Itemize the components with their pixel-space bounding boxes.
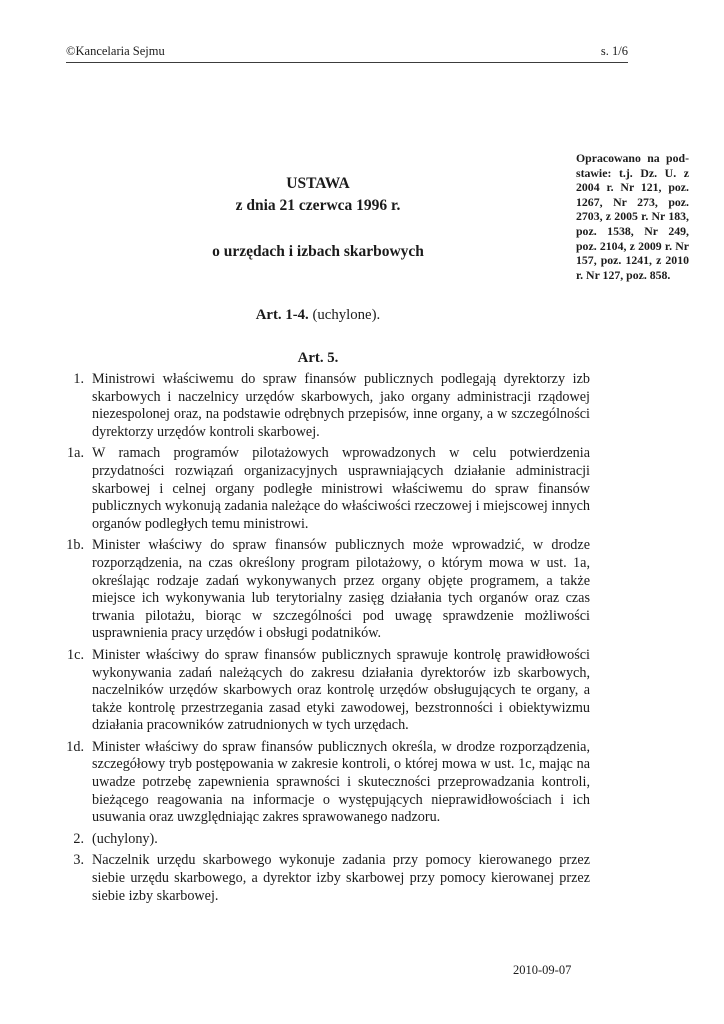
title-block (63, 174, 573, 261)
paragraph-1c (63, 647, 590, 735)
article-1-4-status: (uchylone). (312, 307, 381, 323)
document-date-line: z dnia 21 czerwca 1996 r. (235, 197, 401, 214)
paragraph-1b (63, 537, 590, 643)
paragraph-text: W ramach programów pilotażowych wprowadzonych w celu potwierdzenia przydatności rozwiązań organizacyjnych usprawniających działanie administracji skarbowej i celnej organy podległe ministrowi właściwemu do spraw finansów publicznych wykonują zadania należące do właściwości rzeczowej i miejscowej innych organów podległych temu ministrowi. (92, 445, 590, 532)
paragraph-text: (uchylony). (92, 830, 158, 847)
paragraph-1 (63, 371, 590, 441)
paragraph-1d (63, 739, 590, 827)
document-title: USTAWA (286, 175, 350, 192)
header-page-number: s. 1/6 (600, 44, 628, 58)
paragraph-2 (63, 831, 590, 849)
paragraph-number: 1d. (66, 738, 84, 755)
header-publisher: ©Kancelaria Sejmu (66, 44, 165, 58)
article-5-heading: Art. 5. (297, 350, 339, 366)
paragraph-1a (63, 445, 590, 533)
paragraph-number: 1c. (67, 646, 84, 663)
article-1-4-heading (63, 306, 573, 324)
article-5-body (63, 371, 590, 909)
paragraph-number: 3. (73, 852, 84, 869)
paragraph-number: 1. (73, 371, 84, 387)
paragraph-text: Minister właściwy do spraw finansów publicznych sprawuje kontrolę prawidłowości wykonywania zadań należących do zakresu działania dyrektorów izb skarbowych, naczelników urzędów skarbowych oraz kontrolę urzędów obsługujących te organy, a także kontrolę przestrzegania zasad etyki zawodowej, bezstronności i obiektywizmu działania pracowników zatrudnionych w tych urzędach. (92, 646, 590, 734)
side-note-legal-basis: Opracowano na podstawie: t.j. Dz. U. z 2004 r. Nr 121, poz. 1267, Nr 273, poz. 2703, z 2005 r. Nr 183, poz. 1538, Nr 249, poz. 2104, z 2009 r. Nr 157, poz. 1241, z 2010 r. Nr 127, poz. 858. (576, 151, 689, 282)
paragraph-text: Minister właściwy do spraw finansów publicznych może wprowadzić, w drodze rozporządzenia, na czas określony program pilotażowy, o którym mowa w ust. 1a, określając rodzaje zadań wykonywanych przez organy objęte programem, a także miejsce ich wykonywania lub terytorialny zasięg działania tych organów oraz czas trwania pilotażu, biorąc w szczególności pod uwagę sprawdzenie możliwości usprawnienia pracy urzędów i obsługi podatników. (92, 537, 590, 642)
page-header (66, 44, 628, 63)
paragraph-text: Minister właściwy do spraw finansów publicznych określa, w drodze rozporządzenia, szczegółowy tryb postępowania w zakresie kontroli, o której mowa w ust. 1c, mając na uwadze potrzebę zapewnienia sprawności i skuteczności przeprowadzania kontroli, bieżącego reagowania na informacje o występujących nieprawidłowościach i ich usuwania oraz uwzględniając zakres sprawowanego nadzoru. (92, 738, 590, 826)
paragraph-number: 2. (73, 830, 84, 847)
paragraph-3 (63, 852, 590, 905)
paragraph-text: Naczelnik urzędu skarbowego wykonuje zadania przy pomocy kierowanego przez siebie urzędu skarbowego, a dyrektor izby skarbowej przy pomocy kierowanej przez siebie izby skarbowej. (92, 852, 590, 904)
footer-date: 2010-09-07 (513, 963, 572, 977)
document-subject-line: o urzędach i izbach skarbowych (212, 243, 424, 260)
article-1-4-label: Art. 1-4. (255, 307, 309, 323)
paragraph-number: 1a. (67, 445, 84, 462)
paragraph-text: Ministrowi właściwemu do spraw finansów publicznych podlegają dyrektorzy izb skarbowych i naczelnicy urzędów skarbowych, jako organy administracji rządowej niezespolonej oraz, na podstawie odrębnych przepisów, inne organy, a w szczególności dyrektorzy urzędów kontroli skarbowej. (92, 371, 590, 440)
paragraph-number: 1b. (66, 537, 84, 554)
